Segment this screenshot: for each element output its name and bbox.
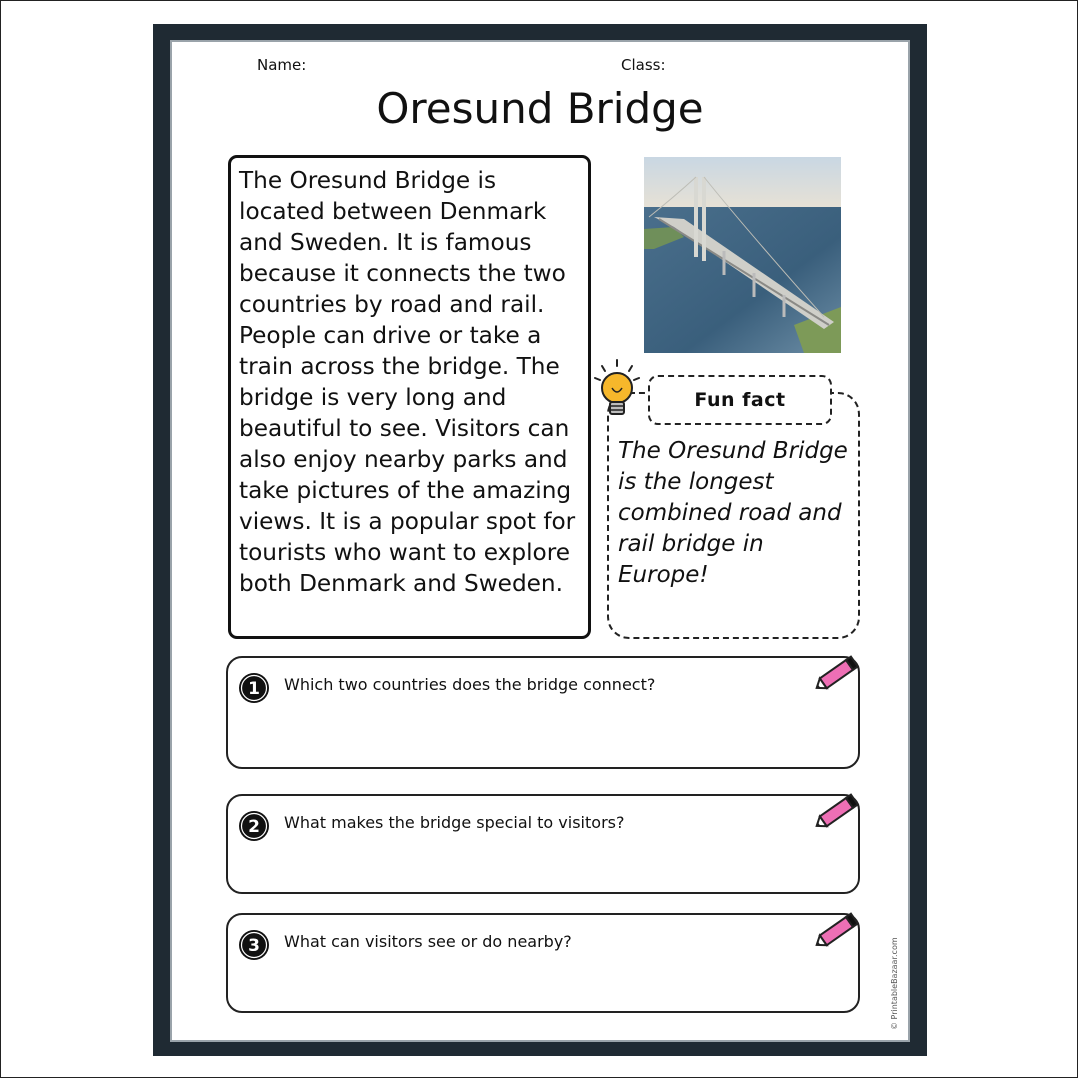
question-text: What can visitors see or do nearby? [284,932,572,951]
question-number-badge [238,672,270,704]
pencil-icon [812,650,864,696]
watermark: © PrintableBazaar.com [890,937,899,1030]
question-text: What makes the bridge special to visitors? [284,813,625,832]
lightbulb-icon [592,358,642,420]
question-box-2 [226,794,860,894]
question-number-text: 2 [248,817,260,837]
reading-passage: The Oresund Bridge is located between Denmark and Sweden. It is famous because it connects the two countries by road and rail. People can drive or take a train across the bridge. The bridge is very long and beautiful to see. Visitors can also enjoy nearby parks and take pictures of the amazing views. It is a popular spot for tourists who want to explore both Denmark and Sweden. [228,155,591,639]
question-box-3 [226,913,860,1013]
name-label: Name: [257,56,307,74]
bridge-photo [644,157,841,353]
class-label: Class: [621,56,666,74]
fun-fact-text: The Oresund Bridge is the longest combined road and rail bridge in Europe! [618,438,848,588]
question-box-1 [226,656,860,769]
question-number-badge [238,929,270,961]
page-title: Oresund Bridge [376,84,704,133]
pencil-icon [812,907,864,953]
question-text: Which two countries does the bridge connect? [284,675,656,694]
pencil-icon [812,788,864,834]
question-number-badge [238,810,270,842]
question-number-text: 3 [248,936,260,956]
fun-fact-heading: Fun fact [648,375,832,425]
question-number-text: 1 [248,679,260,699]
